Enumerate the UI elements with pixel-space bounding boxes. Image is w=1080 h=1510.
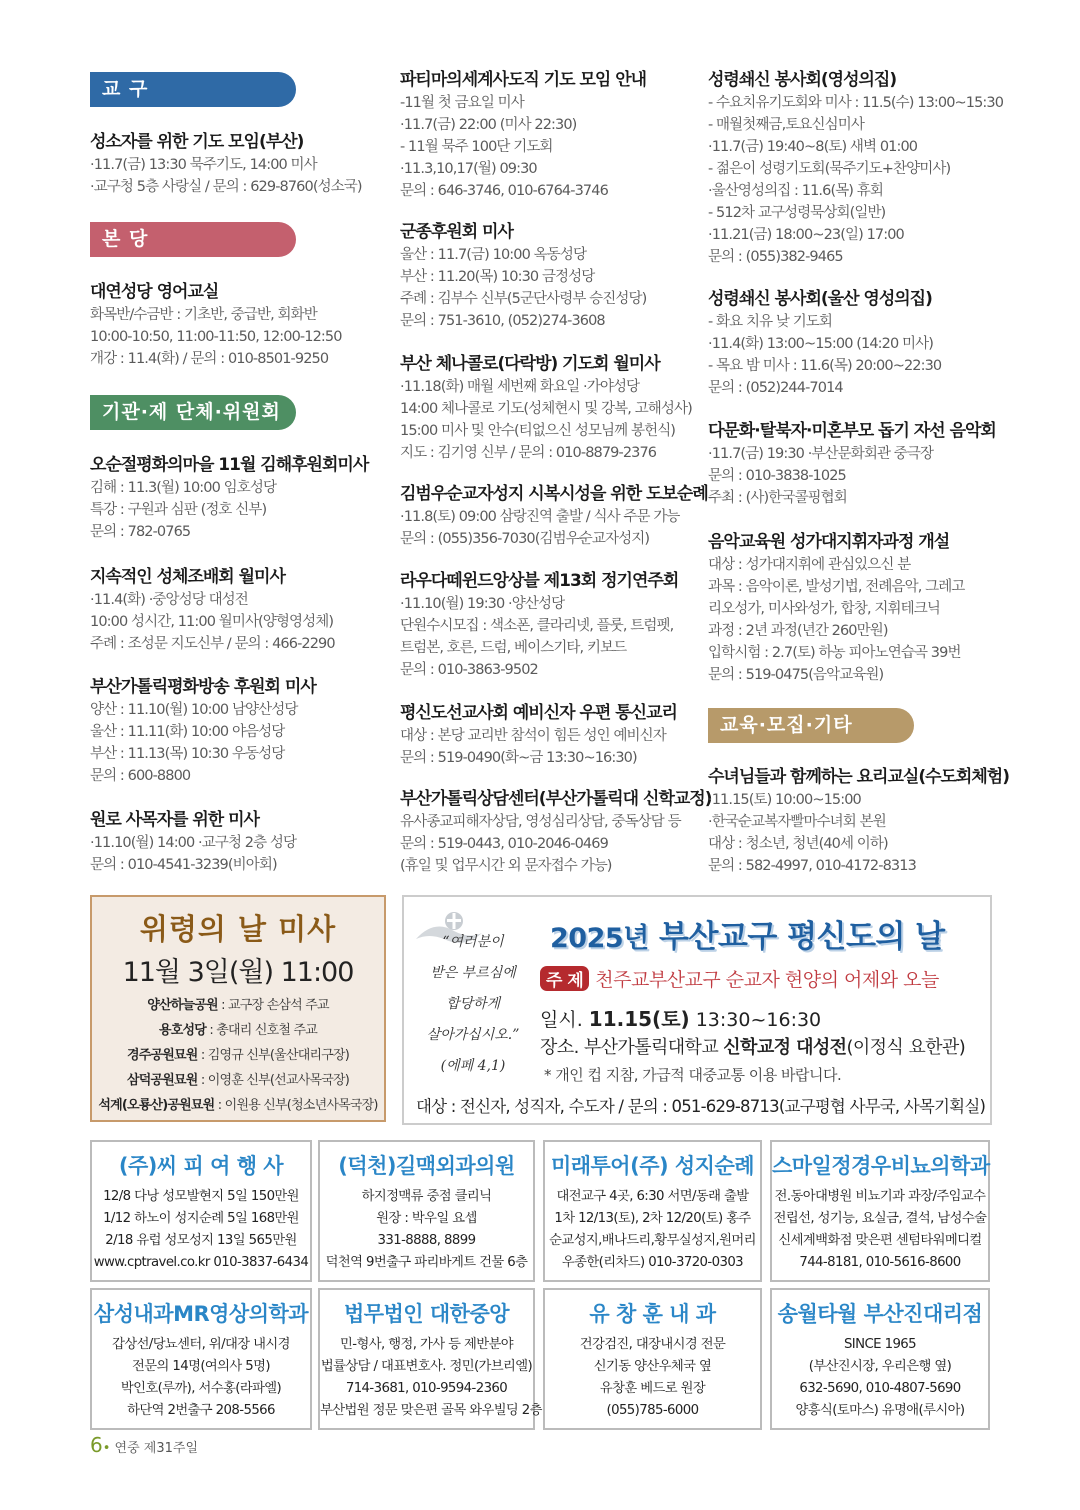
ad-box <box>543 1288 762 1430</box>
notice-item <box>90 280 342 370</box>
ad-line: 대전교구 4곳, 6:30 서면/동래 출발 <box>556 1189 749 1204</box>
all-souls-datetime: 11월 3일(월) 11:00 <box>122 957 354 988</box>
notice-line: 문의 : 010-3838-1025 <box>708 468 846 484</box>
section-header-label: 본 당 <box>102 228 149 250</box>
ad-line: 1차 12/13(토), 2차 12/20(토) 홍주 <box>554 1211 751 1226</box>
ad-line: 유창훈 베드로 원장 <box>599 1381 706 1396</box>
ad-line: 신기동 양산우체국 옆 <box>593 1359 712 1374</box>
notice-title: 평신도선교사회 예비신자 우편 통신교리 <box>400 703 677 723</box>
page-footer <box>90 1433 198 1457</box>
date-day: 11.15(토) <box>588 1007 690 1031</box>
mass-location: 경주공원묘원 <box>126 1048 198 1063</box>
title-text: 부산교구 평신도의 날 <box>659 919 945 955</box>
mass-location-row <box>92 1043 384 1068</box>
notice-line: 문의 : 751-3610, (052)274-3608 <box>400 313 605 329</box>
notice-title: 다문화·탈북자·미혼부모 돕기 자선 음악회 <box>708 421 996 441</box>
notice-line: 문의 : 782-0765 <box>90 524 191 540</box>
notice-line: ·울산영성의집 : 11.6(목) 휴회 <box>708 183 883 199</box>
ad-box <box>770 1140 990 1282</box>
notice-item <box>400 68 646 202</box>
notice-line: 화목반/수금반 : 기초반, 중급반, 회화반 <box>90 307 317 323</box>
section-header <box>90 222 296 257</box>
theme-line <box>540 965 939 992</box>
date-time: 13:30~16:30 <box>695 1009 822 1031</box>
notice-line: ·11.8(토) 09:00 삼랑진역 출발 / 식사 주문 가능 <box>400 509 680 525</box>
ad-line: 전문의 14명(여의사 5명) <box>132 1359 270 1374</box>
ad-title: 법무법인 대한중앙 <box>343 1302 510 1326</box>
ad-line: 박인호(루까), 서수홍(라파엘) <box>120 1381 282 1396</box>
ad-line: 원장 : 박우일 요셉 <box>376 1211 477 1226</box>
ad-line: 12/8 다낭 성모발현지 5일 150만원 <box>103 1189 299 1204</box>
laity-day-box <box>402 895 992 1125</box>
notice-title: 부산가톨릭상담센터(부산가톨릭대 신학교정) <box>400 789 712 809</box>
notice-title: 부산가톨릭평화방송 후원회 미사 <box>90 677 316 697</box>
notice-title: 라우다떼윈드앙상블 제13회 정기연주회 <box>400 571 679 591</box>
notice-item <box>400 701 677 769</box>
quote-line: (에페 4,1) <box>440 1058 506 1074</box>
ad-box <box>543 1140 762 1282</box>
notice-line: 10:00 성시간, 11:00 월미사(양형영성체) <box>90 614 334 630</box>
notice-line: ·11.7(금) 22:00 (미사 22:30) <box>400 117 577 133</box>
ad-line: SINCE 1965 <box>843 1337 917 1352</box>
ad-title: 삼성내과MR영상의학과 <box>93 1302 309 1326</box>
notice-line: 문의 : 010-4541-3239(비아회) <box>90 857 277 873</box>
notice-line: 문의 : (055)382-9465 <box>708 249 843 265</box>
ad-line: 신세계백화점 맞은편 센텀타워메디컬 <box>778 1233 982 1248</box>
section-header <box>90 395 296 430</box>
notice-line: 울산 : 11.11(화) 10:00 야음성당 <box>90 724 285 740</box>
notice-item <box>90 675 316 787</box>
liturgical-week: 연중 제31주일 <box>114 1441 199 1456</box>
notice-item <box>708 765 1009 877</box>
notice-line: 문의 : 010-3863-9502 <box>400 662 538 678</box>
notice-title: 성소자를 위한 기도 모임(부산) <box>90 132 304 152</box>
ad-line: 부산법원 정문 맞은편 골목 와우빌딩 2층 <box>320 1403 542 1418</box>
ad-line: 전.동아대병원 비뇨기과 과장/주임교수 <box>774 1189 986 1204</box>
ad-line: 632-5690, 010-4807-5690 <box>799 1381 961 1396</box>
page-number: 6 <box>90 1433 103 1457</box>
ad-line: 법률상담 / 대표변호사. 정민(가브리엘) <box>320 1359 533 1374</box>
mass-location-row <box>92 1068 384 1093</box>
notice-line: 문의 : 646-3746, 010-6764-3746 <box>400 183 608 199</box>
ad-line: 덕천역 9번출구 파리바게트 건물 6층 <box>325 1255 528 1270</box>
ad-line: 1/12 하노이 성지순례 5일 168만원 <box>103 1211 299 1226</box>
ad-box <box>90 1288 312 1430</box>
ad-box <box>318 1288 542 1430</box>
notice-line: 대상 : 성가대지휘에 관심있으신 분 <box>708 557 911 573</box>
notice-title: 성령쇄신 봉사회(울산 영성의집) <box>708 289 932 309</box>
event-place <box>540 1033 965 1059</box>
place-detail: (이정식 요한관) <box>846 1037 966 1058</box>
ad-title: 송월타월 부산진대리점 <box>777 1302 983 1326</box>
notice-title: 음악교육원 성가대지휘자과정 개설 <box>708 532 950 552</box>
notice-line: - 목요 밤 미사 : 11.6(목) 20:00~22:30 <box>708 358 942 374</box>
ad-title: 스마일정경우비뇨의학과 <box>772 1154 990 1178</box>
section-header-label: 교육·모집·기타 <box>720 714 853 736</box>
notice-line: 문의 : (055)356-7030(김범우순교자성지) <box>400 531 650 547</box>
notice-line: ·11.10(월) 19:30 ·양산성당 <box>400 596 565 612</box>
mass-location: 삼덕공원묘원 <box>126 1073 198 1088</box>
ad-line: 714-3681, 010-9594-2360 <box>345 1381 508 1396</box>
theme-badge: 주 제 <box>540 966 589 991</box>
notice-line: 15:00 미사 및 안수(티없으신 성모님께 봉헌식) <box>400 423 676 439</box>
notice-line: ·11.4(화) 13:00~15:00 (14:20 미사) <box>708 336 933 352</box>
notice-line: -11월 첫 금요일 미사 <box>400 95 524 111</box>
notice-line: 유사종교피해자상담, 영성심리상담, 중독상담 등 <box>400 814 681 830</box>
notice-line: ·11.21(금) 18:00~23(일) 17:00 <box>708 227 904 243</box>
section-header <box>90 72 296 107</box>
notice-line: 지도 : 김기영 신부 / 문의 : 010-8879-2376 <box>400 445 657 461</box>
ad-line: 744-8181, 010-5616-8600 <box>799 1255 961 1270</box>
notice-line: - 수요치유기도회와 미사 : 11.5(수) 13:00~15:30 <box>708 95 1004 111</box>
laity-day-title <box>550 911 945 956</box>
notice-line: 문의 : 600-8800 <box>90 768 191 784</box>
notice-item <box>708 530 964 686</box>
quote-line: 받은 부르심에 <box>430 965 516 981</box>
notice-line: 양산 : 11.10(월) 10:00 남양산성당 <box>90 702 298 718</box>
notice-line: ·11.7(금) 19:40~8(토) 새벽 01:00 <box>708 139 918 155</box>
ad-line: 우종한(리차드) 010-3720-0303 <box>561 1255 744 1270</box>
notice-title: 김범우순교자성지 시복시성을 위한 도보순례 <box>400 484 708 504</box>
ad-line: 하단역 2번출구 208-5566 <box>127 1403 275 1418</box>
ad-title: (주)씨 피 여 행 사 <box>118 1154 284 1178</box>
notice-line: ·11.7(금) 13:30 묵주기도, 14:00 미사 <box>90 157 317 173</box>
quote-line: “여러분이 <box>442 934 504 950</box>
ad-line: 전립선, 성기능, 요실금, 결석, 남성수술 <box>773 1211 987 1226</box>
quote-line: 합당하게 <box>445 996 501 1012</box>
section-header <box>708 708 914 743</box>
notice-line: - 매월첫째금,토요신심미사 <box>708 117 864 133</box>
notice-title: 부산 체나콜로(다락방) 기도회 월미사 <box>400 354 660 374</box>
notice-item <box>708 68 1003 268</box>
notice-line: - 512차 교구성령묵상회(일반) <box>708 205 886 221</box>
notice-line: 울산 : 11.7(금) 10:00 옥동성당 <box>400 247 587 263</box>
notice-line: 문의 : 519-0490(화~금 13:30~16:30) <box>400 750 637 766</box>
mass-location-row <box>92 1018 384 1043</box>
notice-line: 문의 : 582-4997, 010-4172-8313 <box>708 858 916 874</box>
ad-line: 양흥식(토마스) 유명애(루시아) <box>795 1403 965 1418</box>
notice-item <box>400 569 678 681</box>
ad-box <box>90 1140 312 1282</box>
notice-line: ·11.3,10,17(월) 09:30 <box>400 161 537 177</box>
theme-text: 천주교부산교구 순교자 현양의 어제와 오늘 <box>595 969 939 991</box>
notice-line: (휴일 및 업무시간 외 문자접수 가능) <box>400 858 612 874</box>
all-souls-mass-box <box>90 895 386 1122</box>
notice-line: 입학시험 : 2.7(토) 하농 피아노연습곡 39번 <box>708 645 961 661</box>
ad-line: 331-8888, 8899 <box>377 1233 476 1248</box>
notice-line: 특강 : 구원과 심판 (정호 신부) <box>90 502 267 518</box>
ad-title: (덕천)길맥외과의원 <box>338 1154 515 1178</box>
ad-box <box>770 1288 990 1430</box>
notice-item <box>90 453 368 543</box>
notice-item <box>400 352 692 464</box>
mass-celebrant: : 이영훈 신부(선교사목국장) <box>197 1073 350 1088</box>
notice-line: 개강 : 11.4(화) / 문의 : 010-8501-9250 <box>90 351 329 367</box>
footer-bullet: • <box>102 1441 111 1456</box>
notice-line: 대상 : 본당 교리반 참석이 힘든 성인 예비신자 <box>400 728 666 744</box>
all-souls-title: 위령의 날 미사 <box>139 912 337 946</box>
notice-title: 군종후원회 미사 <box>400 222 513 242</box>
ad-line: 2/18 유럽 성모성지 13일 565만원 <box>105 1233 297 1248</box>
notice-line: 문의 : 519-0443, 010-2046-0469 <box>400 836 608 852</box>
notice-line: 김해 : 11.3(월) 10:00 임호성당 <box>90 480 277 496</box>
place-venue: 신학교정 대성전 <box>723 1037 847 1058</box>
notice-line: ·11.4(화) ·중앙성당 대성전 <box>90 592 248 608</box>
event-note: * 개인 컵 지참, 가급적 대중교통 이용 바랍니다. <box>544 1066 842 1084</box>
section-header-label: 교 구 <box>102 78 149 100</box>
title-year: 2025년 <box>550 923 649 954</box>
ad-line: 순교성지,배나드리,황무실성지,원머리 <box>549 1233 756 1248</box>
notice-line: 문의 : (052)244-7014 <box>708 380 843 396</box>
notice-line: 트럼본, 호른, 드럼, 베이스기타, 키보드 <box>400 640 627 656</box>
notice-item <box>90 130 362 198</box>
notice-title: 파티마의세계사도직 기도 모임 안내 <box>400 70 647 90</box>
notice-title: 수녀님들과 함께하는 요리교실(수도회체험) <box>708 767 1009 787</box>
mass-celebrant: : 교구장 손삼석 주교 <box>217 998 329 1013</box>
notice-line: 문의 : 519-0475(음악교육원) <box>708 667 884 683</box>
scripture-quote <box>418 927 528 1082</box>
notice-title: 오순절평화의마을 11월 김해후원회미사 <box>90 455 369 475</box>
notice-line: 과목 : 음악이론, 발성기법, 전례음악, 그레고 <box>708 579 965 595</box>
notice-line: 부산 : 11.13(목) 10:30 우동성당 <box>90 746 285 762</box>
notice-item <box>400 787 711 877</box>
ad-line: www.cptravel.co.kr 010-3837-6434 <box>93 1255 309 1270</box>
notice-line: 리오성가, 미사와성가, 합창, 지휘테크닉 <box>708 601 940 617</box>
quote-line: 살아가십시오.” <box>426 1027 520 1043</box>
ad-title: 미래투어(주) 성지순례 <box>550 1154 755 1178</box>
mass-celebrant: : 총대리 신호철 주교 <box>206 1023 318 1038</box>
mass-celebrant: : 김영규 신부(울산대리구장) <box>197 1048 350 1063</box>
section-header-label: 기관·제 단체·위원회 <box>102 401 281 423</box>
ad-box <box>318 1140 535 1282</box>
notice-line: ·11.7(금) 19:30 ·부산문화회관 중극장 <box>708 446 934 462</box>
ad-line: 건강검진, 대장내시경 전문 <box>579 1337 726 1352</box>
notice-title: 대연성당 영어교실 <box>90 282 219 302</box>
notice-item <box>90 565 335 655</box>
notice-line: 주최 : (사)한국콜핑협회 <box>708 490 847 506</box>
mass-location: 석계(오룡산)공원묘원 <box>98 1098 215 1113</box>
notice-line: ·11.18(화) 매월 세번째 화요일 ·가야성당 <box>400 379 640 395</box>
ad-line: 하지정맥류 중점 클리닉 <box>361 1189 492 1204</box>
notice-line: ·교구청 5층 사랑실 / 문의 : 629-8760(성소국) <box>90 179 362 195</box>
notice-title: 지속적인 성체조배회 월미사 <box>90 567 285 587</box>
mass-celebrant: : 이원용 신부(청소년사목국장) <box>214 1098 378 1113</box>
notice-line: 주례 : 김부수 신부(5군단사령부 승진성당) <box>400 291 647 307</box>
notice-title: 성령쇄신 봉사회(영성의집) <box>708 70 897 90</box>
ad-line: (부산진시장, 우리은행 옆) <box>808 1359 952 1374</box>
notice-line: 과정 : 2년 과정(년간 260만원) <box>708 623 888 639</box>
mass-location-row <box>92 993 384 1018</box>
notice-item <box>400 482 708 550</box>
notice-line: ·한국순교복자빨마수녀회 본원 <box>708 814 886 830</box>
notice-line: 10:00-10:50, 11:00-11:50, 12:00-12:50 <box>90 329 342 345</box>
notice-line: 단원수시모집 : 색소폰, 클라리넷, 플룻, 트럼펫, <box>400 618 674 634</box>
mass-location-row <box>92 1093 384 1118</box>
notice-line: - 화요 치유 낮 기도회 <box>708 314 833 330</box>
mass-location: 용호성당 <box>158 1023 207 1038</box>
notice-line: ·11.15(토) 10:00~15:00 <box>708 792 861 808</box>
notice-item <box>708 287 941 399</box>
notice-line: - 젊은이 성령기도회(묵주기도+찬양미사) <box>708 161 951 177</box>
ad-line: (055)785-6000 <box>606 1403 699 1418</box>
notice-line: 부산 : 11.20(목) 10:30 금정성당 <box>400 269 595 285</box>
notice-line: 대상 : 청소년, 청년(40세 이하) <box>708 836 888 852</box>
notice-line: - 11월 묵주 100단 기도회 <box>400 139 553 155</box>
ad-title: 유 창 훈 내 과 <box>589 1302 716 1326</box>
notice-line: 14:00 체나콜로 기도(성체현시 및 강복, 고해성사) <box>400 401 692 417</box>
ad-line: 갑상선/당뇨센터, 위/대장 내시경 <box>112 1337 290 1352</box>
place-label: 장소. 부산가톨릭대학교 <box>540 1037 724 1058</box>
notice-item <box>90 808 296 876</box>
notice-item <box>400 220 646 332</box>
mass-location: 양산하늘공원 <box>147 998 218 1013</box>
event-target: 대상 : 전신자, 성직자, 수도자 / 문의 : 051-629-8713(교구평협 사무국, 사목기획실) <box>416 1097 986 1116</box>
notice-title: 원로 사목자를 위한 미사 <box>90 810 259 830</box>
event-date <box>540 1003 821 1032</box>
ad-line: 민-형사, 행정, 가사 등 제반분야 <box>340 1337 513 1352</box>
date-label: 일시. <box>540 1009 583 1031</box>
notice-line: ·11.10(월) 14:00 ·교구청 2층 성당 <box>90 835 297 851</box>
notice-line: 주례 : 조성문 지도신부 / 문의 : 466-2290 <box>90 636 335 652</box>
notice-item <box>708 419 996 509</box>
